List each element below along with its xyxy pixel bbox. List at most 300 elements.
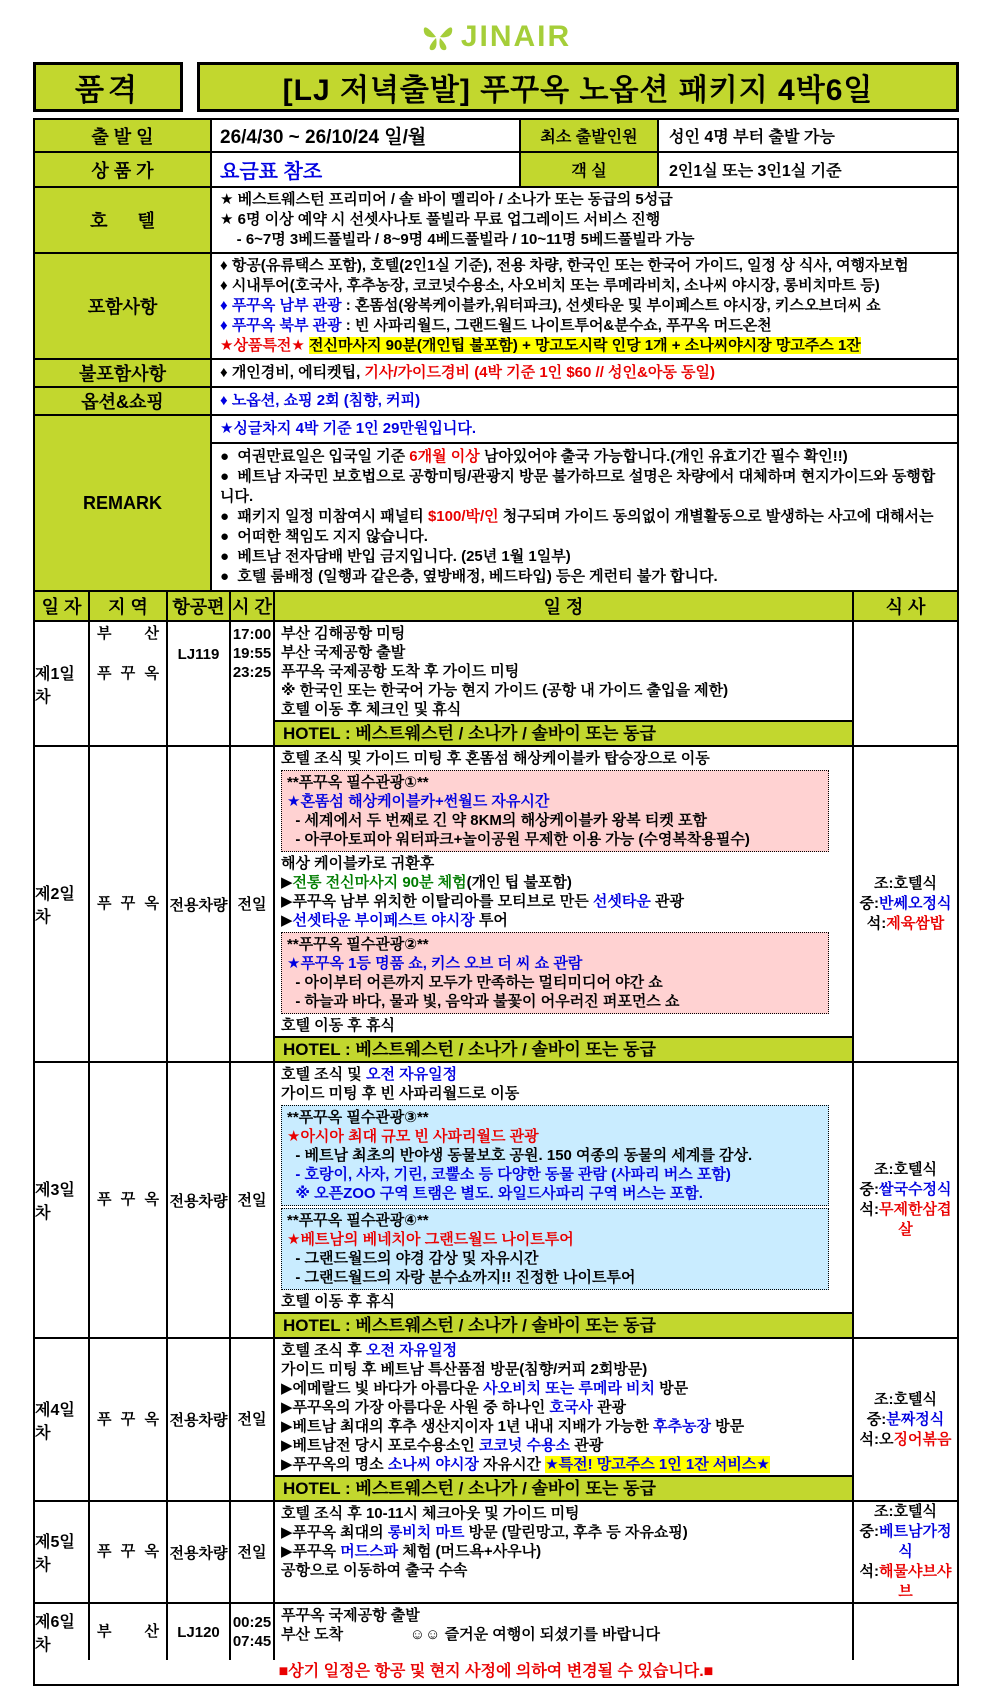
- text-segment: ▶베트남전 당시 포로수용소인: [281, 1437, 479, 1454]
- text-segment: ♦ 시내투어(호국사, 후추농장, 코코넛수용소, 사오비치 또는 루메라비치, 소나씨 야시장, 롱비치마트 등): [220, 277, 880, 294]
- itinerary-days: [35, 622, 957, 1660]
- highlight-box: [281, 1105, 829, 1206]
- text-segment: 관광: [592, 1399, 627, 1416]
- text-segment: ▶: [281, 912, 293, 929]
- day-label: 제3일차: [35, 1063, 90, 1337]
- text-segment: - 아쿠아토피아 워터파크+놀이공원 무제한 이용 가능 (수영복착용필수): [287, 831, 750, 848]
- meal-cell: [854, 1502, 957, 1602]
- text-segment: ★상품특전★: [220, 337, 310, 354]
- time-value: 19:55: [232, 645, 272, 662]
- text-line: [287, 1165, 823, 1184]
- text-segment: 푸꾸옥 국제공항 도착 후 가이드 미팅: [281, 663, 520, 680]
- text-line: [220, 419, 949, 439]
- text-line: [281, 911, 846, 930]
- time-cell: [231, 1604, 275, 1660]
- text-segment: **푸꾸옥 필수관광①**: [287, 774, 429, 791]
- text-segment: 소나씨 야시장: [387, 1456, 479, 1473]
- time-value: 전일: [237, 1411, 267, 1428]
- row-included: [35, 254, 957, 360]
- text-segment: ▶: [281, 874, 293, 891]
- text-segment: 조:호텔식: [874, 875, 937, 892]
- text-segment: 오전 자유일정: [365, 1066, 458, 1083]
- header-schedule: 일 정: [275, 592, 854, 620]
- text-segment: - 호랑이, 사자, 기린, 코뿔소 등 다양한 동물 관람 (사파리 버스 포함): [287, 1166, 731, 1183]
- flight-number: LJ120: [168, 1604, 231, 1660]
- meal-cell: [854, 1063, 957, 1337]
- text-line: [281, 892, 846, 911]
- text-segment: ■상기 일정은 항공 및 현지 사정에 의하여 변경될 수 있습니다.■: [278, 1663, 714, 1680]
- min-pax-value: 성인 4명 부터 출발 가능: [669, 129, 835, 146]
- text-segment: ♦ 푸꾸옥 북부 관광: [220, 317, 342, 334]
- text-line: [860, 894, 952, 914]
- schedule-block: [281, 1341, 846, 1474]
- text-segment: 석:오: [859, 1430, 894, 1448]
- included-label: 포함사항: [35, 254, 212, 358]
- text-segment: **푸꾸옥 필수관광②**: [287, 936, 429, 953]
- text-segment: ★혼똠섬 해상케이블카+썬월드 자유시간: [287, 793, 550, 810]
- meal-cell: [854, 622, 957, 745]
- text-segment: ※ 한국인 또는 한국어 가능 현지 가이드 (공항 내 가이드 출입을 제한): [281, 682, 729, 699]
- time-value: 전일: [237, 895, 267, 913]
- time-cell: [231, 1339, 275, 1500]
- text-line: [287, 830, 823, 849]
- text-segment: ★ 베스트웨스턴 프리미어 / 솔 바이 멜리아 / 소나가 또는 동급의 5성급: [220, 191, 673, 208]
- row-departure: [35, 120, 957, 153]
- text-line: [220, 507, 949, 527]
- text-line: [281, 1417, 846, 1436]
- text-line: [281, 1625, 846, 1644]
- text-segment: 조:호텔식: [874, 1161, 937, 1178]
- text-line: [220, 230, 949, 250]
- flight-number: 전용차량: [168, 1339, 231, 1500]
- document-body: [33, 118, 959, 1686]
- text-line: [279, 1662, 714, 1682]
- text-segment: ♦ 푸꾸옥 남부 관광: [220, 297, 342, 314]
- text-segment: 청구되며 가이드 동의없이 개별활동으로 발생하는 사고에 대해서는: [498, 508, 934, 525]
- hotel-label: 호 텔: [35, 188, 212, 252]
- text-line: [220, 547, 949, 567]
- text-segment: ※ 오픈ZOO 구역 트램은 별도. 와일드사파리 구역 버스는 포함.: [287, 1185, 703, 1202]
- text-segment: 남아있어야 출국 가능합니다.(개인 유효기간 필수 확인!!): [479, 448, 848, 465]
- flight-number: 전용차량: [168, 1063, 231, 1337]
- text-segment: ★베트남의 베네치아 그랜드월드 나이트투어: [287, 1231, 574, 1248]
- schedule-block: [281, 749, 846, 768]
- text-line: [287, 773, 823, 792]
- text-segment: 선셋타운: [592, 893, 651, 910]
- text-segment: 조:호텔식: [874, 1390, 937, 1408]
- flight-number: 전용차량: [168, 1502, 231, 1602]
- text-segment: - 그랜드월드의 야경 감상 및 자유시간: [287, 1250, 539, 1267]
- room-value: 2인1실 또는 3인1실 기준: [669, 163, 842, 180]
- text-segment: (개인 팁 불포함): [466, 874, 572, 891]
- text-segment: ★싱글차지 4박 기준 1인 29만원입니다.: [220, 420, 477, 437]
- header-meal: 식 사: [854, 592, 957, 620]
- text-line: [281, 749, 846, 768]
- time-cell: [231, 1502, 275, 1602]
- remark-notes: [212, 444, 957, 590]
- text-segment: - 6~7명 3베드풀빌라 / 8~9명 4베드풀빌라 / 10~11명 5베드풀빌라 가능: [220, 231, 695, 248]
- text-segment: ▶푸꾸옥의 명소: [281, 1456, 388, 1473]
- jinair-logo-text: JINAIR: [460, 20, 572, 53]
- text-segment: $100/박/인: [427, 508, 499, 525]
- region-name: 푸 꾸 옥: [97, 1191, 159, 1208]
- text-segment: ● 호텔 룸배정 (일행과 같은층, 옆방배정, 베드타입) 등은 게런티 불가 합니다.: [220, 568, 718, 585]
- text-segment: ★ 6명 이상 예약 시 선셋사나토 풀빌라 무료 업그레이드 서비스 진행: [220, 211, 661, 228]
- region-cell: [90, 622, 168, 745]
- text-line: [220, 316, 949, 336]
- day-label: 제2일차: [35, 747, 90, 1061]
- text-segment: 해상 케이블카로 귀환후: [281, 855, 435, 872]
- text-segment: 호국사: [549, 1399, 593, 1416]
- text-line: [874, 874, 937, 894]
- text-line: [287, 792, 823, 811]
- room-label: 객 실: [519, 153, 659, 186]
- price-value: 요금표 참조: [220, 161, 323, 183]
- text-line: [287, 1127, 823, 1146]
- text-line: [287, 1249, 823, 1268]
- flight-number: 전용차량: [168, 747, 231, 1061]
- time-cell: [231, 747, 275, 1061]
- text-line: [281, 873, 846, 892]
- schedule-block: [281, 1016, 846, 1035]
- text-line: [220, 467, 949, 507]
- text-segment: ♦ 노옵션, 쇼핑 2회 (침향, 커피): [220, 392, 421, 409]
- option-label: 옵션&쇼핑: [35, 388, 212, 414]
- text-line: [287, 811, 823, 830]
- schedule-block: [281, 1606, 846, 1644]
- day-label: 제5일차: [35, 1502, 90, 1602]
- time-value: 00:25: [232, 1614, 272, 1631]
- schedule-cell: [275, 1502, 854, 1602]
- meal-cell: [854, 747, 957, 1061]
- hotel-bar: HOTEL : 베스트웨스턴 / 소나가 / 솔바이 또는 동급: [275, 1036, 852, 1061]
- text-line: [854, 1200, 957, 1240]
- time-value: 전일: [237, 1543, 267, 1561]
- text-line: [287, 1108, 823, 1127]
- text-segment: 베트남가정식: [879, 1523, 952, 1560]
- text-segment: : 빈 사파리월드, 그랜드월드 나이트투어&분수쇼, 푸꾸옥 머드온천: [341, 317, 772, 334]
- text-segment: 중:: [859, 1181, 880, 1198]
- text-segment: ● 베트남 자국민 보호법으로 공항미팅/관광지 방문 불가하므로 설명은 차량에서 대체하며 현지가이드와 동행합니다.: [220, 468, 936, 505]
- text-line: [281, 1561, 846, 1580]
- text-segment: 호텔 이동 후 체크인 및 휴식: [281, 701, 462, 718]
- schedule-block: [281, 1065, 846, 1103]
- text-segment: 분짜정식: [886, 1410, 945, 1428]
- day-row-1: [35, 622, 957, 747]
- text-segment: **푸꾸옥 필수관광④**: [287, 1212, 429, 1229]
- text-segment: 호텔 조식 및 가이드 미팅 후 혼똠섬 해상케이블카 탑승장으로 이동: [281, 750, 710, 767]
- text-line: [281, 1436, 846, 1455]
- region-cell: [90, 1502, 168, 1602]
- change-notice: [35, 1660, 957, 1684]
- time-value: 23:25: [232, 664, 272, 681]
- header-time: 시 간: [231, 592, 275, 620]
- text-line: [281, 1341, 846, 1360]
- region-name: 푸 꾸 옥: [97, 895, 159, 912]
- text-line: [281, 1084, 846, 1103]
- included-lines: [212, 254, 957, 358]
- hotel-bar: HOTEL : 베스트웨스턴 / 소나가 / 솔바이 또는 동급: [275, 1312, 852, 1337]
- time-cell: [231, 622, 275, 745]
- text-segment: ♦ 개인경비, 에티켓팁,: [220, 364, 365, 381]
- text-segment: ♦ 항공(유류택스 포함), 호텔(2인1실 기준), 전용 차량, 한국인 또는 한국어 가이드, 일정 상 식사, 여행자보험: [220, 257, 909, 274]
- hotel-bar: HOTEL : 베스트웨스턴 / 소나가 / 솔바이 또는 동급: [275, 1475, 852, 1500]
- text-line: [281, 643, 846, 662]
- time-value: 17:00: [232, 626, 272, 643]
- text-segment: 사오비치 또는 루메라 비치: [483, 1380, 655, 1397]
- time-cell: [231, 1063, 275, 1337]
- text-line: [281, 1360, 846, 1379]
- remark-label: REMARK: [35, 416, 212, 590]
- text-segment: 자유시간: [478, 1456, 546, 1473]
- row-excluded: [35, 360, 957, 388]
- schedule-cell: [275, 1063, 854, 1337]
- text-line: [220, 190, 949, 210]
- text-line: [874, 1502, 937, 1522]
- text-line: [281, 1065, 846, 1084]
- text-line: [854, 1522, 957, 1562]
- text-segment: - 아이부터 어른까지 모두가 만족하는 멀티미디어 야간 쇼: [287, 974, 663, 991]
- text-line: [220, 210, 949, 230]
- min-pax-label: 최소 출발인원: [519, 120, 659, 151]
- schedule-cell: [275, 1604, 854, 1660]
- flight-number: LJ119: [168, 622, 231, 745]
- text-segment: ★푸꾸옥 1등 명품 쇼, 키스 오브 더 씨 쇼 관람: [287, 955, 583, 972]
- text-segment: 공항으로 이동하여 출국 수속: [281, 1562, 468, 1579]
- text-line: [867, 1410, 944, 1430]
- row-hotel: [35, 188, 957, 254]
- text-line: [220, 276, 949, 296]
- text-segment: 부산 도착 ☺☺ 즐거운 여행이 되셨기를 바랍니다: [281, 1626, 660, 1643]
- text-segment: 선셋타운 부이페스트 야시장: [292, 912, 475, 929]
- text-line: [220, 256, 949, 276]
- text-line: [874, 1160, 937, 1180]
- text-segment: 중:: [866, 1410, 887, 1428]
- jinair-butterfly-icon: [421, 21, 455, 53]
- text-line: [287, 1230, 823, 1249]
- text-line: [220, 527, 949, 547]
- text-segment: ▶푸꾸옥의 가장 아름다운 사원 중 하나인: [281, 1399, 550, 1416]
- title-bar: [33, 62, 959, 112]
- text-segment: 오전 자유일정: [365, 1342, 458, 1359]
- text-line: [220, 447, 949, 467]
- text-line: [281, 700, 846, 719]
- day-label: 제4일차: [35, 1339, 90, 1500]
- text-segment: 반쎄오정식: [879, 895, 952, 912]
- text-line: [281, 854, 846, 873]
- highlight-box: [281, 1208, 829, 1290]
- meal-cell: [854, 1604, 957, 1660]
- text-segment: 석:: [859, 1201, 880, 1218]
- schedule-block: [281, 1292, 846, 1311]
- region-name: 부 산: [97, 1623, 159, 1640]
- text-segment: **푸꾸옥 필수관광③**: [287, 1109, 429, 1126]
- time-value: 07:45: [232, 1633, 272, 1650]
- text-segment: ● 여권만료일은 입국일 기준: [220, 448, 410, 465]
- text-segment: ▶베트남 최대의 후추 생산지이자 1년 내내 지배가 가능한: [281, 1418, 653, 1435]
- schedule-cell: [275, 622, 854, 745]
- time-value: 전일: [237, 1191, 267, 1209]
- text-segment: 무제한삼겹살: [879, 1201, 952, 1238]
- schedule-cell: [275, 747, 854, 1061]
- header-region: 지 역: [90, 592, 168, 620]
- text-segment: 방문: [655, 1380, 689, 1397]
- row-remark: [35, 416, 957, 592]
- text-segment: : 혼똠섬(왕복케이블카,워터파크), 선셋타운 및 부이페스트 야시장, 키스오브더씨 쇼: [341, 297, 881, 314]
- text-segment: ● 어떠한 책임도 지지 않습니다.: [220, 528, 428, 545]
- single-charge-note: [212, 416, 957, 444]
- text-segment: 가이드 미팅 후 베트남 특산품점 방문(침향/커피 2회방문): [281, 1361, 648, 1378]
- text-line: [281, 1455, 846, 1474]
- text-segment: 6개월 이상: [409, 448, 480, 465]
- text-segment: 코코넛 수용소: [478, 1437, 571, 1454]
- text-segment: 조:호텔식: [874, 1503, 937, 1520]
- text-line: [220, 391, 949, 411]
- text-segment: 관광: [570, 1437, 604, 1454]
- text-line: [281, 624, 846, 643]
- region-name: 푸 꾸 옥: [97, 1410, 159, 1428]
- text-line: [281, 1379, 846, 1398]
- region-name: 푸 꾸 옥: [97, 1543, 159, 1560]
- departure-label: 출 발 일: [35, 120, 212, 151]
- text-line: [281, 1606, 846, 1625]
- text-line: [874, 1390, 937, 1410]
- text-line: [287, 973, 823, 992]
- text-line: [287, 1211, 823, 1230]
- day-row-3: [35, 1063, 957, 1339]
- text-segment: ▶푸꾸옥 최대의: [281, 1524, 388, 1541]
- region-cell: [90, 1339, 168, 1500]
- text-segment: 부산 국제공항 출발: [281, 644, 406, 661]
- text-segment: 관광: [650, 893, 684, 910]
- grade-badge: 품격: [33, 62, 183, 112]
- text-segment: 방문: [710, 1418, 745, 1435]
- text-segment: 전통 전신마사지 90분 체험: [292, 874, 467, 891]
- text-line: [281, 662, 846, 681]
- text-line: [220, 567, 949, 587]
- day-label: 제1일차: [35, 622, 90, 745]
- text-segment: 가이드 미팅 후 빈 사파리월드로 이동: [281, 1085, 520, 1102]
- hotel-lines: [212, 188, 957, 252]
- text-segment: ★아시아 최대 규모 빈 사파리월드 관광: [287, 1128, 539, 1145]
- text-segment: 호텔 조식 후: [281, 1342, 366, 1359]
- text-segment: 석:: [866, 915, 887, 932]
- text-segment: 전신마사지 90분(개인팁 불포함) + 망고도시락 인당 1개 + 소나씨야시장 망고주스 1잔: [309, 337, 861, 354]
- departure-value: 26/4/30 ~ 26/10/24 일/월: [220, 127, 427, 148]
- text-line: [281, 1504, 846, 1523]
- text-segment: 방문 (말린망고, 후추 등 자유쇼핑): [464, 1524, 688, 1541]
- day-row-5: [35, 1502, 957, 1604]
- text-line: [220, 296, 949, 316]
- text-segment: 체험 (머드욕+사우나): [398, 1543, 542, 1560]
- schedule-block: [281, 624, 846, 719]
- text-line: [287, 1146, 823, 1165]
- text-segment: ▶푸꾸옥 남부 위치한 이탈리아를 모티브로 만든: [281, 893, 593, 910]
- text-segment: 푸꾸옥 국제공항 출발: [281, 1607, 420, 1624]
- text-segment: 부산 김해공항 미팅: [281, 625, 406, 642]
- text-segment: ● 베트남 전자담배 반입 금지입니다. (25년 1월 1일부): [220, 548, 571, 565]
- text-line: [281, 1292, 846, 1311]
- header-day: 일 자: [35, 592, 90, 620]
- schedule-cell: [275, 1339, 854, 1500]
- text-segment: 중:: [859, 895, 880, 912]
- text-line: [281, 1523, 846, 1542]
- text-segment: 호텔 조식 후 10-11시 체크아웃 및 가이드 미팅: [281, 1505, 580, 1522]
- text-line: [854, 1562, 957, 1602]
- text-line: [220, 336, 949, 356]
- remark-content: [212, 416, 957, 590]
- text-segment: ▶푸꾸옥: [281, 1543, 341, 1560]
- text-line: [220, 363, 949, 383]
- text-segment: 중:: [859, 1523, 880, 1540]
- text-segment: 롱비치 마트: [387, 1524, 465, 1541]
- price-label: 상 품 가: [35, 153, 212, 186]
- excluded-lines: [212, 360, 957, 386]
- text-line: [287, 954, 823, 973]
- text-segment: - 하늘과 바다, 물과 빛, 음악과 불꽃이 어우러진 퍼포먼스 쇼: [287, 993, 680, 1010]
- text-segment: 호텔 이동 후 휴식: [281, 1293, 395, 1310]
- text-line: [281, 681, 846, 700]
- text-segment: - 세계에서 두 번째로 긴 약 8KM의 해상케이블카 왕복 티켓 포함: [287, 812, 707, 829]
- text-line: [860, 1430, 952, 1450]
- region-cell: [90, 1063, 168, 1337]
- text-segment: 제육쌈밥: [886, 915, 945, 932]
- text-segment: 투어: [474, 912, 508, 929]
- text-segment: 후추농장: [653, 1418, 711, 1435]
- region-cell: [90, 747, 168, 1061]
- region-name: 푸 꾸 옥: [97, 665, 159, 682]
- region-cell: [90, 1604, 168, 1660]
- jinair-logo: [0, 18, 992, 56]
- itinerary-header: [35, 592, 957, 622]
- region-name: 부 산: [97, 625, 159, 642]
- schedule-block: [281, 854, 846, 930]
- text-line: [281, 1016, 846, 1035]
- text-segment: 호텔 이동 후 휴식: [281, 1017, 395, 1034]
- text-line: [287, 1268, 823, 1287]
- meal-cell: [854, 1339, 957, 1500]
- day-row-4: [35, 1339, 957, 1502]
- text-line: [287, 992, 823, 1011]
- highlight-box: [281, 932, 829, 1014]
- schedule-block: [281, 1504, 846, 1580]
- excluded-label: 불포함사항: [35, 360, 212, 386]
- day-row-2: [35, 747, 957, 1063]
- text-segment: 석:: [859, 1563, 880, 1580]
- text-segment: 해물샤브샤브: [879, 1563, 952, 1600]
- header-flight: 항공편: [168, 592, 231, 620]
- text-segment: - 그랜드월드의 자랑 분수쇼까지!! 진정한 나이트투어: [287, 1269, 636, 1286]
- hotel-bar: HOTEL : 베스트웨스턴 / 소나가 / 솔바이 또는 동급: [275, 720, 852, 745]
- text-segment: 기사/가이드경비 (4박 기준 1인 $60 // 성인&아동 동일): [364, 364, 715, 381]
- row-option: [35, 388, 957, 416]
- text-line: [281, 1542, 846, 1561]
- text-segment: ● 패키지 일정 미참여시 패널티: [220, 508, 428, 525]
- day-row-6: [35, 1604, 957, 1660]
- option-lines: [212, 388, 957, 414]
- page-title: [LJ 저녁출발] 푸꾸옥 노옵션 패키지 4박6일: [197, 62, 959, 112]
- day-label: 제6일차: [35, 1604, 90, 1660]
- text-segment: ★특전! 망고주스 1인 1잔 서비스★: [545, 1456, 770, 1473]
- text-segment: ▶에메랄드 빛 바다가 아름다운: [281, 1380, 484, 1397]
- text-line: [281, 1398, 846, 1417]
- text-line: [287, 1184, 823, 1203]
- row-price: [35, 153, 957, 188]
- highlight-box: [281, 770, 829, 852]
- text-segment: 징어볶음: [893, 1430, 952, 1448]
- text-segment: - 베트남 최초의 반야생 동물보호 공원. 150 여종의 동물의 세계를 감상.: [287, 1147, 753, 1164]
- text-segment: 호텔 조식 및: [281, 1066, 366, 1083]
